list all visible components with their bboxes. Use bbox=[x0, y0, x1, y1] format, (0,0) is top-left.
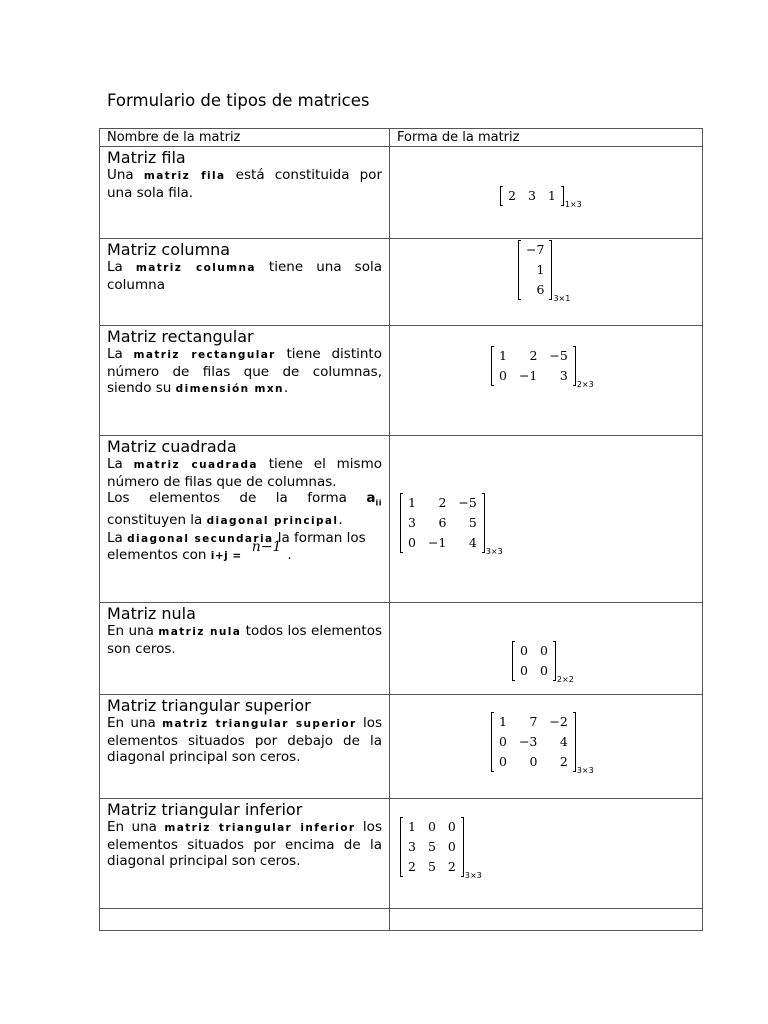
matrix-element: 6 bbox=[438, 515, 447, 530]
matrix-dimension: 2×2 bbox=[556, 675, 574, 684]
table-row bbox=[100, 695, 703, 799]
matrix-cell bbox=[390, 239, 703, 326]
header-form: Forma de la matriz bbox=[390, 129, 703, 147]
empty-cell bbox=[100, 909, 390, 931]
matrix-element: 2 bbox=[529, 348, 538, 363]
matrix-element: 0 bbox=[408, 535, 416, 550]
square-matrix bbox=[400, 493, 503, 556]
matrix-description: En una matriz triangular inferior los elementos situados por encima de la diagonal principal son ceros. bbox=[107, 819, 382, 869]
matrix-cell bbox=[390, 436, 703, 603]
matrix-element: 4 bbox=[468, 535, 477, 550]
table-row bbox=[100, 603, 703, 695]
table-header-row bbox=[100, 129, 703, 147]
upper-triangular-matrix bbox=[491, 712, 594, 775]
matrix-element: −2 bbox=[549, 714, 568, 729]
matrix-dimension: 1×3 bbox=[564, 200, 582, 209]
matrix-cell bbox=[390, 695, 703, 799]
matrix-element: 2 bbox=[447, 859, 456, 874]
matrix-element: 3 bbox=[408, 839, 416, 854]
matrix-dimension: 2×3 bbox=[576, 380, 594, 389]
matrix-dimension: 3×3 bbox=[485, 547, 503, 556]
matrix-cell bbox=[390, 147, 703, 239]
row-description-cell bbox=[100, 147, 390, 239]
matrix-element: −1 bbox=[518, 368, 538, 383]
matrix-description: Una matriz fila está constituida por una sola fila. bbox=[107, 167, 382, 201]
header-name: Nombre de la matriz bbox=[100, 129, 390, 147]
matrix-name: Matriz cuadrada bbox=[107, 437, 237, 456]
matrix-element: −5 bbox=[458, 495, 477, 510]
lower-triangular-matrix bbox=[400, 817, 482, 880]
row-description-cell bbox=[100, 326, 390, 436]
matrix-name: Matriz triangular superior bbox=[107, 696, 311, 715]
null-matrix bbox=[512, 641, 574, 684]
matrix-element: 0 bbox=[447, 819, 456, 834]
matrix-brackets bbox=[400, 817, 464, 877]
matrix-dimension: 3×1 bbox=[553, 294, 571, 303]
matrix-element: −1 bbox=[427, 535, 447, 550]
matrix-element: 1 bbox=[536, 262, 545, 277]
matrix-description: La matriz columna tiene una sola columna bbox=[107, 259, 382, 293]
matrix-element: 0 bbox=[539, 663, 548, 678]
matrix-name: Matriz fila bbox=[107, 148, 186, 167]
matrix-element: 3 bbox=[408, 515, 416, 530]
matrix-brackets bbox=[400, 493, 485, 553]
matrix-element: 0 bbox=[499, 734, 507, 749]
matrix-cell bbox=[390, 799, 703, 909]
matrix-element: 3 bbox=[527, 188, 536, 203]
matrix-dimension: 3×3 bbox=[576, 766, 594, 775]
table-row bbox=[100, 239, 703, 326]
matrix-element: 2 bbox=[438, 495, 447, 510]
matrix-brackets bbox=[500, 186, 564, 206]
matrix-element: −7 bbox=[526, 242, 545, 257]
row-description-cell bbox=[100, 799, 390, 909]
row-description-cell bbox=[100, 695, 390, 799]
matrix-description: La matriz rectangular tiene distinto número de filas que de columnas, siendo su dimensión mxn. bbox=[107, 346, 382, 396]
matrix-element: 7 bbox=[529, 714, 538, 729]
matrix-element: 0 bbox=[520, 663, 528, 678]
rectangular-matrix bbox=[491, 346, 594, 389]
matrix-element: 3 bbox=[559, 368, 568, 383]
matrix-element: 0 bbox=[427, 819, 436, 834]
matrix-element: 2 bbox=[508, 188, 516, 203]
matrix-element: 2 bbox=[408, 859, 416, 874]
matrix-element: 5 bbox=[427, 859, 436, 874]
column-matrix bbox=[518, 240, 571, 303]
matrix-name: Matriz triangular inferior bbox=[107, 800, 303, 819]
matrix-element: 1 bbox=[408, 819, 416, 834]
table-row bbox=[100, 436, 703, 603]
matrix-name: Matriz rectangular bbox=[107, 327, 254, 346]
matrix-element: 4 bbox=[559, 734, 568, 749]
table-row bbox=[100, 147, 703, 239]
matrix-element: 6 bbox=[536, 282, 545, 297]
matrix-element: 0 bbox=[529, 754, 538, 769]
matrix-element: 1 bbox=[547, 188, 556, 203]
matrix-name: Matriz nula bbox=[107, 604, 196, 623]
matrix-description: En una matriz nula todos los elementos son ceros. bbox=[107, 623, 383, 657]
matrix-dimension: 3×3 bbox=[464, 871, 482, 880]
empty-cell bbox=[390, 909, 703, 931]
matrix-element: 1 bbox=[408, 495, 416, 510]
matrix-element: 1 bbox=[499, 714, 507, 729]
matrix-element: −3 bbox=[518, 734, 538, 749]
matrix-element: 0 bbox=[447, 839, 456, 854]
table-row bbox=[100, 799, 703, 909]
matrix-types-table bbox=[99, 128, 703, 931]
matrix-brackets bbox=[512, 641, 556, 681]
matrix-description: La diagonal secundaria la forman los elementos con i+j =n−1 . bbox=[107, 529, 366, 564]
matrix-element: 0 bbox=[499, 754, 507, 769]
matrix-description: Los elementos de la forma $a_{ii}$ constituyen la diagonal principal. bbox=[107, 490, 382, 529]
row-matrix bbox=[500, 186, 582, 209]
matrix-element: 0 bbox=[539, 643, 548, 658]
matrix-element: 1 bbox=[499, 348, 507, 363]
row-description-cell bbox=[100, 239, 390, 326]
matrix-element: 2 bbox=[559, 754, 568, 769]
page-title: Formulario de tipos de matrices bbox=[107, 91, 370, 110]
matrix-description: En una matriz triangular superior los elementos situados por debajo de la diagonal principal son ceros. bbox=[107, 715, 383, 765]
matrix-element: 0 bbox=[520, 643, 528, 658]
matrix-element: −5 bbox=[549, 348, 568, 363]
matrix-element: 0 bbox=[499, 368, 507, 383]
table-row bbox=[100, 326, 703, 436]
matrix-brackets bbox=[491, 346, 576, 386]
matrix-description: La matriz cuadrada tiene el mismo número de filas que de columnas. bbox=[107, 456, 382, 490]
matrix-brackets bbox=[518, 240, 552, 300]
matrix-element: 5 bbox=[427, 839, 436, 854]
matrix-cell bbox=[390, 326, 703, 436]
matrix-name: Matriz columna bbox=[107, 240, 231, 259]
matrix-brackets bbox=[491, 712, 576, 772]
matrix-cell bbox=[390, 603, 703, 695]
row-description-cell bbox=[100, 436, 390, 603]
matrix-element: 5 bbox=[468, 515, 477, 530]
row-description-cell bbox=[100, 603, 390, 695]
empty-row bbox=[100, 909, 703, 931]
